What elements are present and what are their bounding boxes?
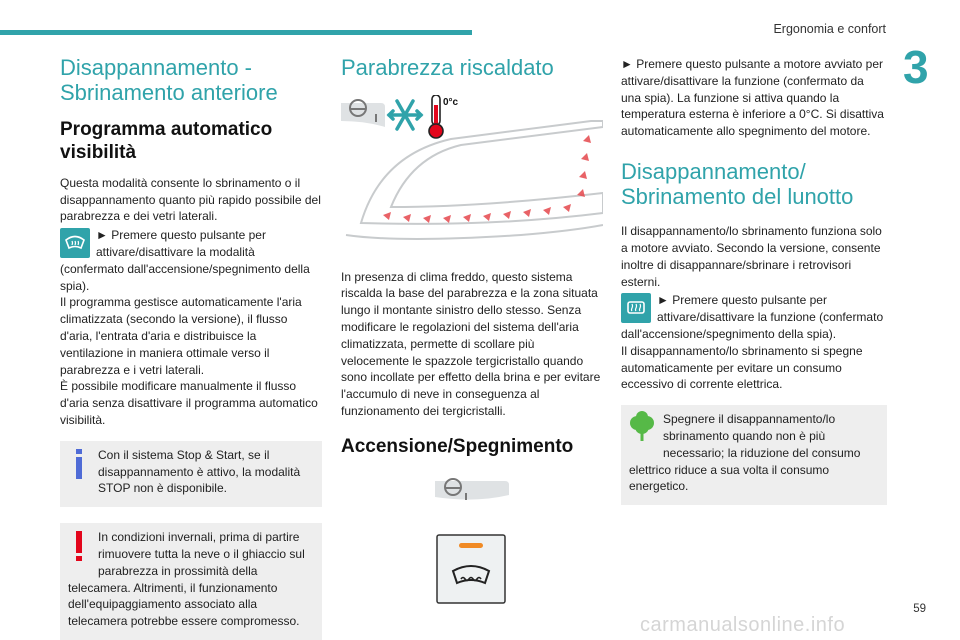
column-defrost-front (60, 56, 322, 640)
eco-note-text: Spegnere il disappannamento/lo sbrinamento quando non è più necessario; la riduzione del consumo elettrico riduce a sua volta il consumo energetico. (629, 412, 861, 494)
subheading-auto-visibility: Programma automatico visibilità (60, 119, 273, 164)
thermometer-icon (429, 95, 443, 138)
warning-icon (68, 529, 90, 565)
section-heading-front-defrost: Disappannamento - Sbrinamento anteriore (60, 55, 278, 105)
header-rule (0, 30, 472, 35)
column-rear-defrost (621, 56, 887, 505)
intro-paragraph: Questa modalità consente lo sbrinamento o il disappannamento quanto più rapido possibile del parabrezza e dei vetri laterali. (60, 175, 321, 224)
warning-note-text: In condizioni invernali, prima di partire rimuovere tutta la neve o il ghiaccio sul parabrezza in prossimità della telecamera. Altrimenti, il funzionamento dell'equipaggiamento associato alla telecamera potrebbe essere compromesso. (68, 530, 305, 629)
watermark: carmanualsonline.info (640, 614, 846, 636)
program-paragraph: Il programma gestisce automaticamente l'aria climatizzata (secondo la versione), il flusso d'aria, l'entrata d'aria e distribuisce la ventilazione in maniera ottimale verso il parabrezza e i vetri laterali. (60, 295, 302, 377)
instruction-block (60, 227, 322, 294)
button-illustration (341, 469, 603, 619)
steering-wheel-icon (435, 479, 509, 500)
rear-instruction-block (621, 292, 887, 342)
heated-windshield-paragraph: In presenza di clima freddo, questo sistema riscalda la base del parabrezza e la zona situata lungo il montante sinistro dello stesso. Senza modificare le regolazioni del sistema dell'aria climatizzata, permette di scollare più velocemente le spazzole tergicristallo quando sono incollate per effetto della brina e per evitare l'accumulo di neve in conseguenza al funzionamento dei tergicristalli. (341, 269, 601, 418)
info-note-text: Con il sistema Stop & Start, se il disappannamento è attivo, la modalità STOP non è disponibile. (98, 447, 301, 496)
instruction-text: ► Premere questo pulsante per attivare/disattivare la modalità (confermato dall'accensione/spegnimento della spia). (60, 228, 310, 293)
section-title: Ergonomia e confort (773, 22, 886, 36)
snowflake-icon (389, 101, 421, 129)
manual-paragraph: È possibile modificare manualmente il flusso d'aria senza disattivare il programma automatico visibilità. (60, 379, 318, 427)
info-note (60, 441, 322, 507)
section-heading-rear-defrost: Disappannamento/ Sbrinamento del lunotto (621, 158, 854, 209)
warning-note (60, 523, 322, 640)
eco-leaf-icon (629, 411, 655, 447)
windshield-illustration (341, 95, 603, 245)
column-heated-windshield (341, 56, 603, 619)
steering-wheel-icon (341, 100, 385, 127)
section-heading-heated-windshield: Parabrezza riscaldato (341, 55, 554, 80)
heated-windshield-button-icon[interactable] (437, 535, 505, 603)
eco-note (621, 405, 887, 505)
info-icon (68, 447, 90, 483)
page-number: 59 (913, 603, 926, 615)
temperature-label: 0°c (443, 96, 459, 108)
windshield-defrost-icon (60, 228, 90, 258)
subheading-on-off: Accensione/Spegnimento (341, 435, 574, 457)
heated-windshield-instruction: ► Premere questo pulsante a motore avviato per attivare/disattivare la funzione (confermato da una spia). La funzione si attiva quando la temperatura esterna è inferiore a 0°C. Si disattiva automaticamente allo spegnimento del motore. (621, 57, 884, 139)
rear-defrost-paragraph: Il disappannamento/lo sbrinamento funziona solo a motore avviato. Secondo la versione, consente inoltre di disappannare/sbrinare i retrovisori esterni. (621, 224, 882, 289)
rear-defrost-icon (621, 293, 651, 323)
chapter-number: 3 (903, 41, 929, 93)
rear-instruction-text: ► Premere questo pulsante per attivare/disattivare la funzione (confermato dall'accensione/spegnimento della spia). (621, 293, 884, 342)
auto-off-paragraph: Il disappannamento/lo sbrinamento si spegne automaticamente per evitare un consumo eccessivo di corrente elettrica. (621, 343, 863, 392)
